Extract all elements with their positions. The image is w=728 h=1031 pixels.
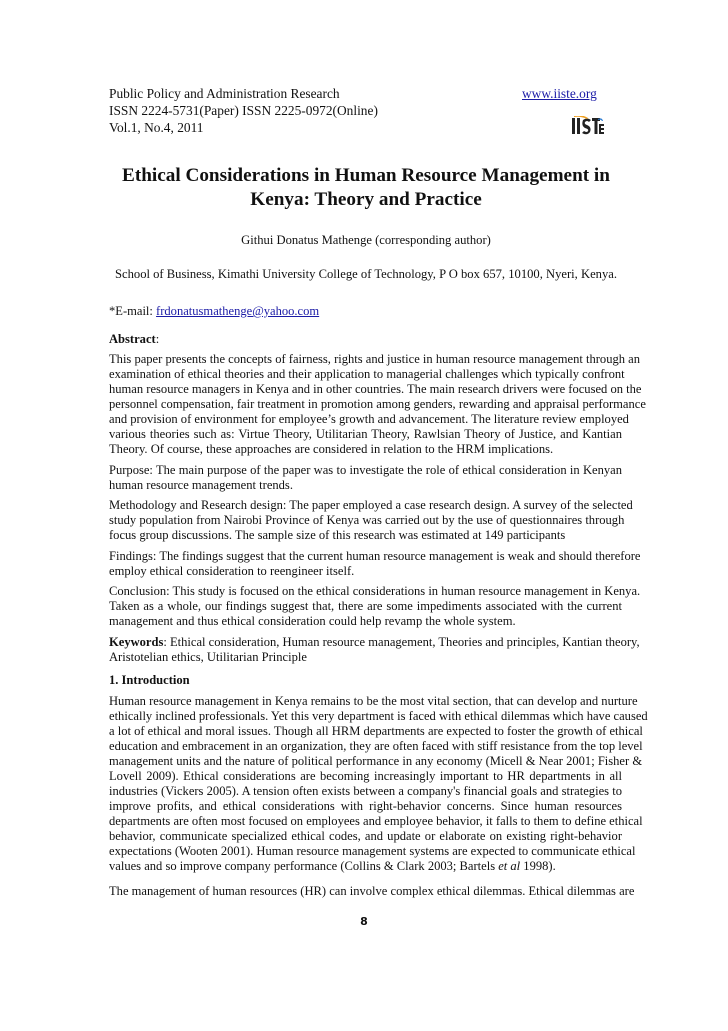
intro-line: a lot of ethical and moral issues. Though all HRM departments are expected to foster the growth of ethical <box>109 724 643 738</box>
conclusion-line: Taken as a whole, our findings suggest that, there are some impediments associated with the current <box>109 599 622 613</box>
author-line: Githui Donatus Mathenge (corresponding author) <box>241 233 491 247</box>
abstract-paragraph <box>109 352 646 457</box>
keywords-label: Keywords <box>109 635 164 649</box>
paper-title-line-1: Ethical Considerations in Human Resource Management in <box>122 165 610 186</box>
methodology-line: focus group discussions. The sample size of this research was estimated at 149 participants <box>109 528 566 542</box>
purpose-line: Purpose: The main purpose of the paper was to investigate the role of ethical consideration in Kenyan <box>109 463 622 477</box>
findings-line: employ ethical consideration to reengineer itself. <box>109 564 355 578</box>
abstract-label: Abstract <box>109 332 156 346</box>
intro-line: education and embracement in an organization, they are often faced with stiff resistance from the top level <box>109 739 643 753</box>
findings-paragraph <box>109 549 641 579</box>
intro-line <box>109 859 622 874</box>
abstract-line: This paper presents the concepts of fairness, rights and justice in human resource management through an <box>109 352 640 366</box>
email-link[interactable]: frdonatusmathenge@yahoo.com <box>156 304 320 318</box>
paper-title-line-2: Kenya: Theory and Practice <box>250 189 482 210</box>
methodology-line: study population from Nairobi Province of Kenya was carried out by the use of questionnaires through <box>109 513 625 527</box>
affiliation-line: School of Business, Kimathi University College of Technology, P O box 657, 10100, Nyeri, Kenya. <box>115 267 617 281</box>
introduction-heading <box>109 673 622 688</box>
intro-last-tail: 1998). <box>520 859 556 873</box>
keywords-paragraph <box>109 635 640 665</box>
conclusion-line: Conclusion: This study is focused on the ethical considerations in human resource management in Kenya. <box>109 584 641 598</box>
abstract-line: and provision of environment for employee’s growth and advancement. The literature review employed <box>109 412 629 426</box>
intro-line: departments are often most focused on employees and employee behavior, it falls to them to define ethical <box>109 814 643 828</box>
email-line <box>109 304 622 319</box>
conclusion-line: management and thus ethical consideration could help revamp the whole system. <box>109 614 516 628</box>
purpose-paragraph <box>109 463 622 493</box>
closing-line: The management of human resources (HR) can involve complex ethical dilemmas. Ethical dilemmas are <box>109 884 635 898</box>
abstract-line: personnel compensation, fair treatment in promotion among genders, rewarding and appraisal performance <box>109 397 646 411</box>
iiste-logo <box>572 116 604 136</box>
keywords-line: Aristotelian ethics, Utilitarian Principle <box>109 650 307 664</box>
keywords-line <box>109 635 640 650</box>
closing-paragraph <box>109 884 635 899</box>
journal-name: Public Policy and Administration Research <box>109 86 340 101</box>
introduction-heading-text: 1. Introduction <box>109 673 190 687</box>
intro-line: improve profits, and ethical considerations with right-behavior concerns. Since human resources <box>109 799 622 813</box>
intro-line: ethically inclined professionals. Yet this very department is faced with ethical dilemmas which have caused <box>109 709 648 723</box>
journal-url-link[interactable]: www.iiste.org <box>522 86 597 101</box>
intro-line: Lovell 2009). Ethical considerations are becoming increasingly important to HR departments in all <box>109 769 622 783</box>
abstract-colon: : <box>155 332 160 346</box>
introduction-paragraph <box>109 694 648 874</box>
conclusion-paragraph <box>109 584 641 629</box>
intro-line: industries (Vickers 2005). A tension often exists between a company's financial goals and strategies to <box>109 784 622 798</box>
intro-last-text: values and so improve company performance (Collins & Clark 2003; Bartels <box>109 859 499 873</box>
intro-line: Human resource management in Kenya remains to be the most vital section, that can develop and nurture <box>109 694 638 708</box>
methodology-paragraph <box>109 498 633 543</box>
intro-line: behavior, communicate specialized ethical codes, and update or elaborate on existing right-behavior <box>109 829 622 843</box>
email-label: *E-mail: <box>109 304 157 318</box>
abstract-line: various theories such as: Virtue Theory, Utilitarian Theory, Rawlsian Theory of Justice, and Kantian <box>109 427 622 441</box>
intro-line: management units and the nature of political performance in any economy (Micell & Near 2001; Fisher & <box>109 754 643 768</box>
intro-line: expectations (Wooten 2001). Human resource management systems are expected to communicate ethical <box>109 844 636 858</box>
findings-line: Findings: The findings suggest that the current human resource management is weak and should therefore <box>109 549 641 563</box>
abstract-line: Theory. Of course, these approaches are considered in relation to the HRM implications. <box>109 442 554 456</box>
issn-line: ISSN 2224-5731(Paper) ISSN 2225-0972(Online) <box>109 103 378 118</box>
purpose-line: human resource management trends. <box>109 478 293 492</box>
abstract-heading <box>109 332 622 347</box>
abstract-line: examination of ethical theories and their application to managerial challenges which typically confront <box>109 367 625 381</box>
page-number: 8 <box>360 915 368 928</box>
keywords-text: : Ethical consideration, Human resource management, Theories and principles, Kantian theory, <box>163 635 640 649</box>
abstract-line: human resource managers in Kenya and in other countries. The main research drivers were focused on the <box>109 382 642 396</box>
volume-line: Vol.1, No.4, 2011 <box>109 120 204 135</box>
intro-et-al: et al <box>498 859 521 873</box>
methodology-line: Methodology and Research design: The paper employed a case research design. A survey of the selected <box>109 498 633 512</box>
